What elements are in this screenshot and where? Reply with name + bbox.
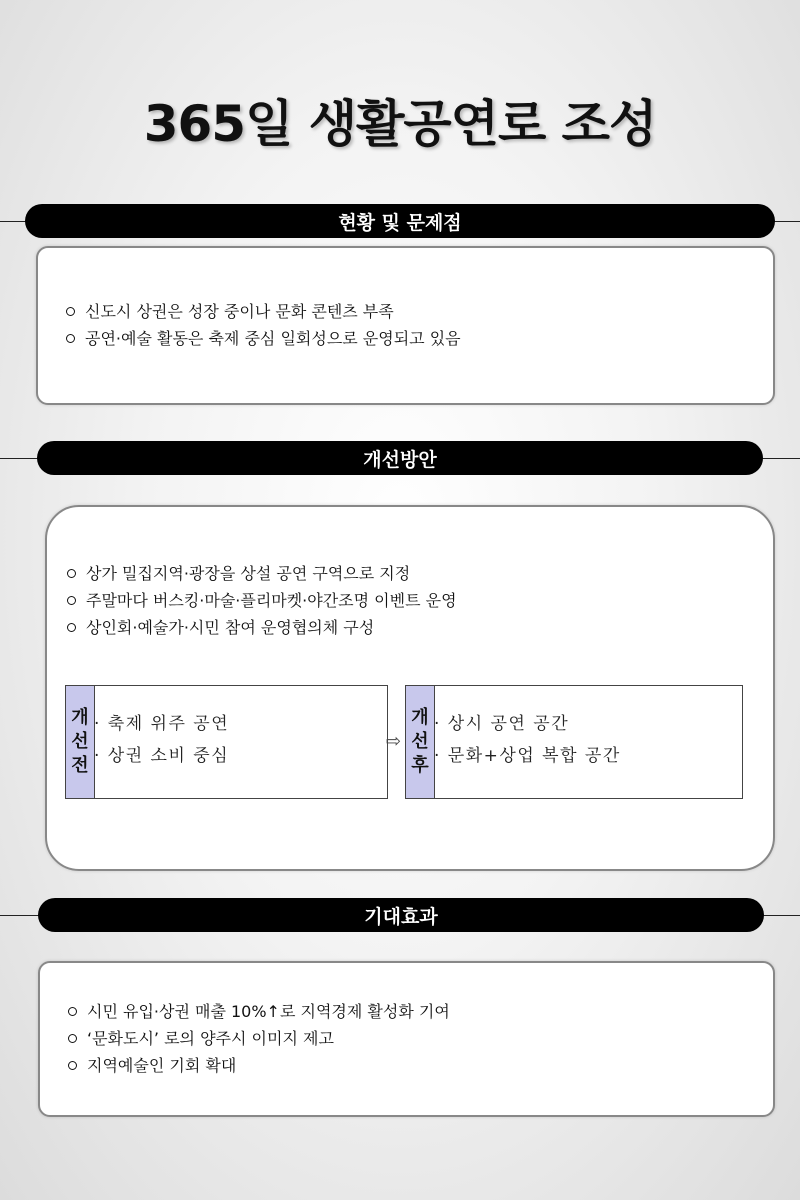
after-box xyxy=(405,685,743,799)
improvement-list xyxy=(67,560,457,641)
before-label: 개 선 전 xyxy=(66,686,95,798)
before-items xyxy=(94,708,229,772)
list-item: 상가 밀집지역·광장을 상설 공연 구역으로 지정 xyxy=(67,560,457,587)
circle-bullet-icon xyxy=(68,1007,77,1016)
current-list xyxy=(66,298,461,352)
effects-box xyxy=(38,961,775,1117)
circle-bullet-icon xyxy=(68,1061,77,1070)
list-item: 공연·예술 활동은 축제 중심 일회성으로 운영되고 있음 xyxy=(66,325,461,352)
before-box xyxy=(65,685,388,799)
right-arrow-icon: ⇨ xyxy=(386,731,402,752)
circle-bullet-icon xyxy=(67,623,76,632)
list-item: ‘문화도시’ 로의 양주시 이미지 제고 xyxy=(68,1025,450,1052)
section-header-current xyxy=(25,204,775,238)
circle-bullet-icon xyxy=(68,1034,77,1043)
effects-list xyxy=(68,998,450,1079)
section-header-effects xyxy=(38,898,764,932)
list-item: · 상시 공연 공간 xyxy=(434,714,570,734)
list-item: 시민 유입·상권 매출 10%↑로 지역경제 활성화 기여 xyxy=(68,998,450,1025)
list-item: 지역예술인 기회 확대 xyxy=(68,1052,450,1079)
circle-bullet-icon xyxy=(67,596,76,605)
current-box xyxy=(36,246,775,405)
circle-bullet-icon xyxy=(66,334,75,343)
after-items xyxy=(434,708,621,772)
list-item: · 문화+상업 복합 공간 xyxy=(434,746,621,766)
after-label: 개 선 후 xyxy=(406,686,435,798)
circle-bullet-icon xyxy=(66,307,75,316)
list-item: 상인회·예술가·시민 참여 운영협의체 구성 xyxy=(67,614,457,641)
list-item: 주말마다 버스킹·마술·플리마켓·야간조명 이벤트 운영 xyxy=(67,587,457,614)
circle-bullet-icon xyxy=(67,569,76,578)
list-item: 신도시 상권은 성장 중이나 문화 콘텐츠 부족 xyxy=(66,298,461,325)
page-title: 365일 생활공연로 조성 xyxy=(143,95,657,153)
section-heading: 기대효과 xyxy=(364,905,438,928)
section-heading: 개선방안 xyxy=(363,448,437,471)
section-heading: 현황 및 문제점 xyxy=(338,211,462,234)
section-header-improvement xyxy=(37,441,763,475)
list-item: · 축제 위주 공연 xyxy=(94,714,230,734)
list-item: · 상권 소비 중심 xyxy=(94,746,230,766)
